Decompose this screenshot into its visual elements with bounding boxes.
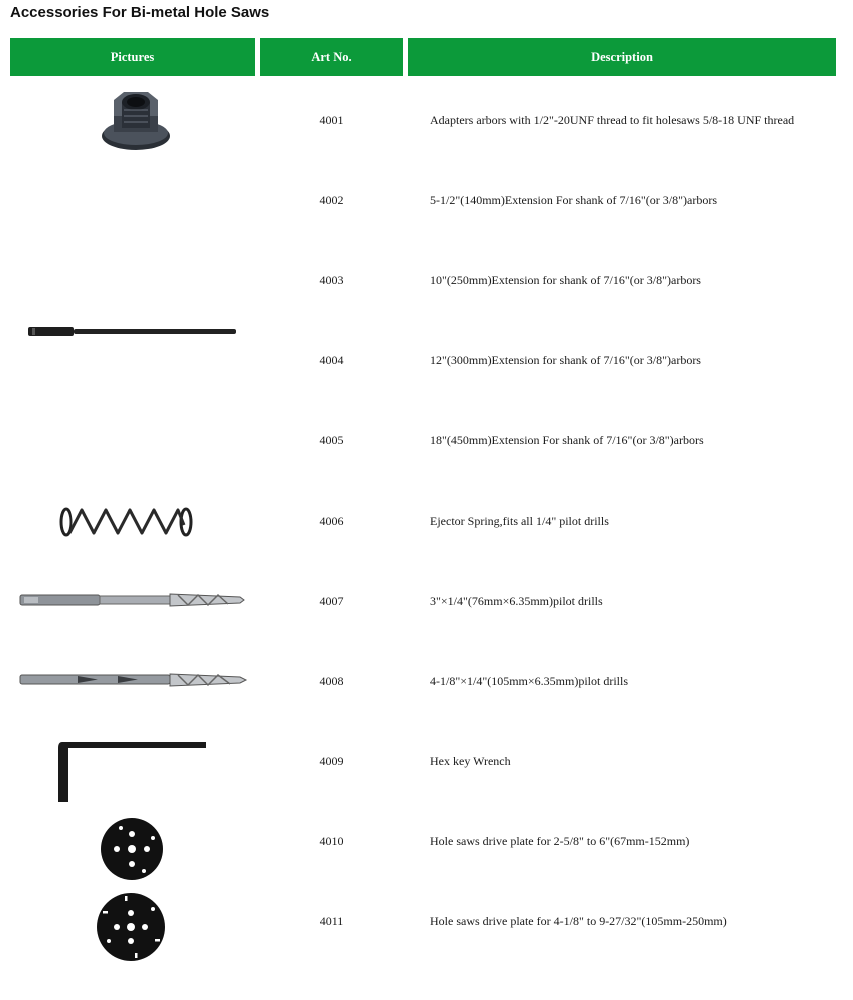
spring-icon <box>58 505 194 539</box>
art-number: 4010 <box>319 833 344 848</box>
art-number: 4009 <box>319 753 344 768</box>
art-number: 4007 <box>319 593 344 608</box>
description: Ejector Spring,fits all 1/4" pilot drills <box>430 513 609 528</box>
table-row <box>0 240 853 320</box>
description: Adapters arbors with 1/2"-20UNF thread to fit holesaws 5/8-18 UNF thread <box>430 112 795 127</box>
description: Hole saws drive plate for 4-1/8" to 9-27/32"(105mm-250mm) <box>430 913 727 928</box>
description: 18"(450mm)Extension For shank of 7/16"(or 3/8")arbors <box>430 432 704 447</box>
description: 3"×1/4"(76mm×6.35mm)pilot drills <box>430 593 603 608</box>
header-art-no: Art No. <box>260 38 403 76</box>
art-number: 4005 <box>319 432 344 447</box>
description: Hole saws drive plate for 2-5/8" to 6"(67mm-152mm) <box>430 833 690 848</box>
art-number: 4011 <box>319 913 344 928</box>
header-pictures: Pictures <box>10 38 255 76</box>
extension-rod-icon <box>26 324 238 338</box>
art-number: 4001 <box>319 112 344 127</box>
pilot-drill-icon <box>18 589 246 611</box>
description: 12"(300mm)Extension for shank of 7/16"(or 3/8")arbors <box>430 352 701 367</box>
art-number: 4003 <box>319 272 344 287</box>
table-row <box>0 400 853 480</box>
header-description: Description <box>408 38 836 76</box>
drive-plate-large-icon <box>95 891 167 963</box>
description: 10"(250mm)Extension for shank of 7/16"(or 3/8")arbors <box>430 272 701 287</box>
adapter-nut-icon <box>100 86 172 156</box>
art-number: 4008 <box>319 673 344 688</box>
description: 4-1/8"×1/4"(105mm×6.35mm)pilot drills <box>430 673 628 688</box>
table-row <box>0 160 853 240</box>
art-number: 4002 <box>319 192 344 207</box>
hex-key-icon <box>54 740 210 806</box>
description: 5-1/2"(140mm)Extension For shank of 7/16"(or 3/8")arbors <box>430 192 717 207</box>
pilot-drill-long-icon <box>18 670 248 690</box>
drive-plate-small-icon <box>99 816 165 882</box>
art-number: 4004 <box>319 352 344 367</box>
art-number: 4006 <box>319 513 344 528</box>
page-title: Accessories For Bi-metal Hole Saws <box>10 4 270 21</box>
description: Hex key Wrench <box>430 753 511 768</box>
